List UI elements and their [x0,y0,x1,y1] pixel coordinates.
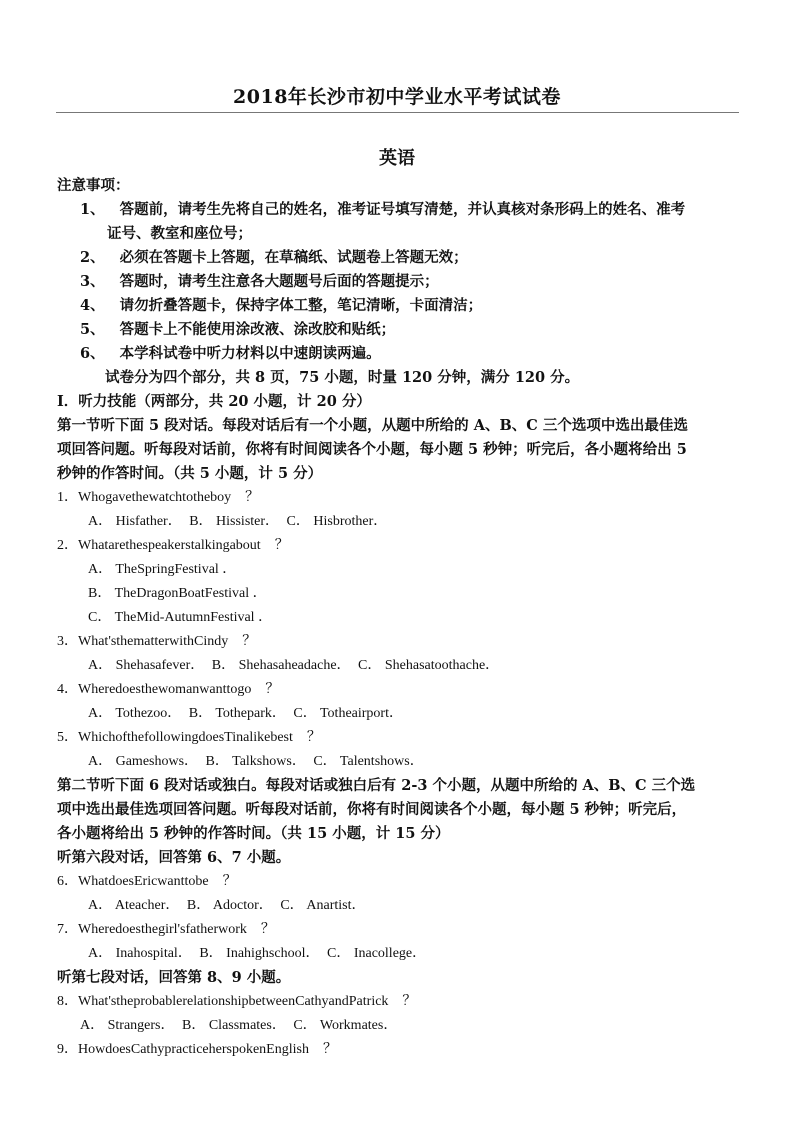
notice-item [80,270,439,294]
question-mark: ？ [402,994,417,1009]
option-c: C． Totheairport． [293,706,403,721]
page-title: 2018年长沙市初中学业水平考试试卷 [233,86,561,108]
question-3 [57,630,256,654]
section1-instructions: 第一节听下面 5 段对话。每段对话后有一个小题，从题中所给的 A、B、C 三个选项中选出最佳选 [57,417,688,434]
option-b: B． Shehasaheadache． [211,658,351,673]
notice-item-text: 答题卡上不能使用涂改液、涂改胶和贴纸； [119,321,396,338]
subject-heading: 英语 [379,148,415,169]
question-6 [57,870,237,894]
question-mark: ？ [222,874,237,889]
question-text: Wheredoesthewomanwanttogo [78,682,252,697]
option-b: B． Hissister． [189,514,280,529]
question-7 [57,918,275,942]
question-number: 3． [57,634,78,649]
question-3-options [88,654,499,678]
question-text: Wheredoesthegirl'sfatherwork [78,922,247,937]
question-mark: ？ [265,682,280,697]
question-mark: ？ [260,922,275,937]
question-mark: ？ [322,1042,337,1057]
question-text: WhichofthefollowingdoesTinalikebest [78,730,293,745]
option-b: B． Tothepark． [188,706,286,721]
question-number: 4． [57,682,78,697]
question-9 [57,1038,337,1062]
question-text: What'sthematterwithCindy [78,634,229,649]
notice-item-text: 必须在答题卡上答题，在草稿纸、试题卷上答题无效； [119,249,468,266]
notice-item-text: 本学科试卷中听力材料以中速朗读两遍。 [119,345,381,362]
option-a: A． Shehasafever． [88,658,205,673]
header-divider [56,112,739,113]
dialog-6-heading: 听第六段对话，回答第 6、7 小题。 [57,849,291,866]
question-1-options [88,510,387,534]
section2-instructions: 各小题将给出 5 秒钟的作答时间。（共 15 小题，计 15 分） [57,825,450,842]
section1-instructions: 项回答问题。听每段对话前，你将有时间阅读各个小题，每小题 5 秒钟；听完后，各小题将给出 5 [57,441,687,458]
option-c: C． Workmates． [293,1018,398,1033]
question-text: Whogavethewatchtotheboy [78,490,232,505]
dialog-7-heading: 听第七段对话，回答第 8、9 小题。 [57,969,291,986]
question-4-options [88,702,403,726]
notice-item-number: 6、 [80,345,105,362]
section2-instructions: 项中选出最佳选项回答问题。听每段对话前，你将有时间阅读各个小题，每小题 5 秒钟；听完后， [57,801,687,818]
notice-item-number: 2、 [80,249,105,266]
notice-item-number: 3、 [80,273,105,290]
question-number: 6． [57,874,78,889]
question-4 [57,678,279,702]
notice-item [80,198,685,222]
notice-item-number: 4、 [80,297,105,314]
option-a: A． Gameshows． [88,754,199,769]
option-c: C． TheMid-AutumnFestival ． [88,610,273,625]
section1-instructions: 秒钟的作答时间。（共 5 小题，计 5 分） [57,465,323,482]
question-2 [57,534,289,558]
part1-heading: Ⅰ．听力技能（两部分，共 20 小题，计 20 分） [57,393,371,410]
option-b: B． Adoctor． [186,898,273,913]
question-number: 7． [57,922,78,937]
notice-item [80,318,395,342]
question-5 [57,726,321,750]
option-c: C． Anartist． [280,898,366,913]
option-a: A． Inahospital． [88,946,192,961]
question-5-options [88,750,424,774]
section2-instructions: 第二节听下面 6 段对话或独白。每段对话或独白后有 2-3 个小题，从题中所给的 A、B、C 三个选 [57,777,696,794]
question-number: 2． [57,538,78,553]
question-7-options [88,942,426,966]
option-c: C． Hisbrother． [286,514,388,529]
option-a: A． Hisfather． [88,514,182,529]
notice-item-continuation: 证号、教室和座位号； [107,225,252,242]
option-a: A． TheSpringFestival ． [88,562,237,577]
question-number: 1． [57,490,78,505]
question-1 [57,486,259,510]
question-mark: ？ [274,538,289,553]
option-a: A． Ateacher． [88,898,180,913]
option-b: B． Classmates． [182,1018,286,1033]
option-c: C． Talentshows． [313,754,424,769]
question-number: 9． [57,1042,78,1057]
question-mark: ？ [245,490,260,505]
option-b: B． Talkshows． [205,754,306,769]
notice-heading: 注意事项： [57,177,130,194]
notice-summary: 试卷分为四个部分，共 8 页，75 小题，时量 120 分钟，满分 120 分。 [105,369,580,386]
question-number: 5． [57,730,78,745]
notice-item-number: 5、 [80,321,105,338]
option-a: A． Strangers． [80,1018,175,1033]
notice-item [80,342,381,366]
option-b: B． Inahighschool． [199,946,320,961]
question-text: Whatarethespeakerstalkingabout [78,538,261,553]
option-b: B． TheDragonBoatFestival ． [88,586,267,601]
question-mark: ？ [306,730,321,745]
question-mark: ？ [242,634,257,649]
question-8 [57,990,416,1014]
notice-item [80,294,482,318]
question-text: HowdoesCathypracticeherspokenEnglish [78,1042,309,1057]
option-c: C． Inacollege． [326,946,427,961]
question-number: 8． [57,994,78,1009]
question-8-options [80,1014,397,1038]
notice-item-number: 1、 [80,201,105,218]
notice-item [80,246,468,270]
option-a: A． Tothezoo． [88,706,182,721]
notice-item-text: 答题时，请考生注意各大题题号后面的答题提示； [119,273,439,290]
question-text: WhatdoesEricwanttobe [78,874,209,889]
question-6-options [88,894,365,918]
notice-item-text: 请勿折叠答题卡，保持字体工整，笔记清晰，卡面清洁； [119,297,483,314]
question-text: What'stheprobablerelationshipbetweenCathyandPatrick [78,994,389,1009]
notice-item-text: 答题前，请考生先将自己的姓名，准考证号填写清楚，并认真核对条形码上的姓名、准考 [119,201,686,218]
option-c: C． Shehasatoothache． [358,658,500,673]
